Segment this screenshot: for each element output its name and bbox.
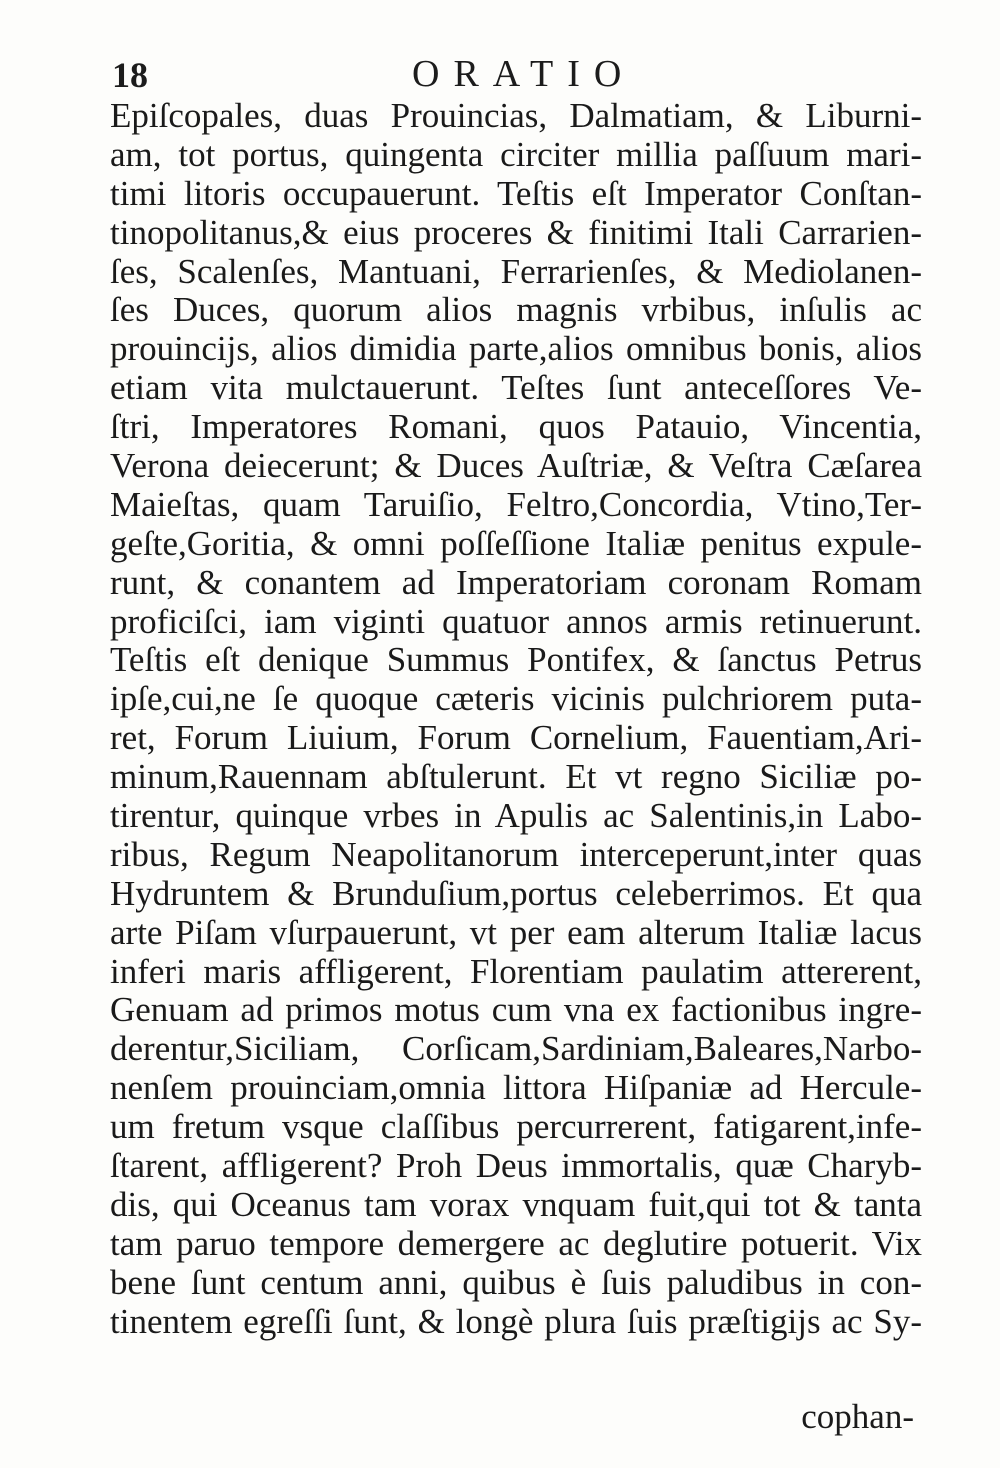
text-line: arte Piſam vſurpauerunt, vt per eam alterum Italiæ lacus xyxy=(110,912,922,952)
text-line: minum,Rauennam abſtulerunt. Et vt regno Siciliæ po- xyxy=(110,757,922,797)
text-line: timi litoris occupauerunt. Teſtis eſt Imperator Conſtan- xyxy=(110,173,922,213)
text-line: inferi maris affligerent, Florentiam paulatim attererent, xyxy=(110,951,922,991)
text-line: am, tot portus, quingenta circiter millia paſſuum mari- xyxy=(110,134,922,174)
text-line: tinopolitanus,& eius proceres & finitimi Itali Carrarien- xyxy=(110,212,922,252)
running-title: ORATIO xyxy=(412,53,636,95)
text-line: Maieſtas, quam Taruiſio, Feltro,Concordia, Vtino,Ter- xyxy=(110,484,922,524)
text-line: geſte,Goritia, & omni poſſeſſione Italiæ penitus expule- xyxy=(110,523,922,563)
text-line: tirentur, quinque vrbes in Apulis ac Salentinis,in Labo- xyxy=(110,796,922,836)
text-line: proficiſci, iam viginti quatuor annos armis retinuerunt. xyxy=(110,601,922,641)
page-number: 18 xyxy=(112,55,148,95)
text-line: um fretum vsque claſſibus percurrerent, fatigarent,infe- xyxy=(110,1107,922,1147)
text-line: ſtarent, affligerent? Proh Deus immortalis, quæ Charyb- xyxy=(110,1146,922,1186)
text-line: ſes Duces, quorum alios magnis vrbibus, inſulis ac xyxy=(110,290,922,330)
body-text xyxy=(110,97,922,1342)
catchword: cophan- xyxy=(801,1397,914,1436)
text-line: ribus, Regum Neapolitanorum interceperunt,inter quas xyxy=(110,834,922,874)
text-line: bene ſunt centum anni, quibus è ſuis paludibus in con- xyxy=(110,1262,922,1302)
text-line: Epiſcopales, duas Prouincias, Dalmatiam, & Liburni- xyxy=(110,96,922,135)
page-header xyxy=(0,52,1000,102)
text-line: etiam vita mulctauerunt. Teſtes ſunt anteceſſores Ve- xyxy=(110,368,922,408)
text-line: ipſe,cui,ne ſe quoque cæteris vicinis pulchriorem puta- xyxy=(110,679,922,719)
text-line: prouincijs, alios dimidia parte,alios omnibus bonis, alios xyxy=(110,329,922,369)
text-line: ſtri, Imperatores Romani, quos Patauio, Vincentia, xyxy=(110,407,922,447)
text-line: tam paruo tempore demergere ac deglutire potuerit. Vix xyxy=(110,1223,922,1263)
text-line: ret, Forum Liuium, Forum Cornelium, Fauentiam,Ari- xyxy=(110,718,922,758)
text-line: tinentem egreſſi ſunt, & longè plura ſuis præſtigijs ac Sy- xyxy=(110,1301,922,1341)
text-line: dis, qui Oceanus tam vorax vnquam fuit,qui tot & tanta xyxy=(110,1184,922,1224)
text-line: derentur,Siciliam, Corſicam,Sardiniam,Baleares,Narbo- xyxy=(110,1029,922,1069)
text-line: nenſem prouinciam,omnia littora Hiſpaniæ ad Hercule- xyxy=(110,1068,922,1108)
text-line: runt, & conantem ad Imperatoriam coronam Romam xyxy=(110,562,922,602)
text-line: Teſtis eſt denique Summus Pontifex, & ſanctus Petrus xyxy=(110,640,922,680)
text-line: Genuam ad primos motus cum vna ex factionibus ingre- xyxy=(110,990,922,1030)
text-line: Verona deiecerunt; & Duces Auſtriæ, & Veſtra Cæſarea xyxy=(110,446,922,486)
text-line: Hydruntem & Brunduſium,portus celeberrimos. Et qua xyxy=(110,873,922,913)
text-line: ſes, Scalenſes, Mantuani, Ferrarienſes, & Mediolanen- xyxy=(110,251,922,291)
